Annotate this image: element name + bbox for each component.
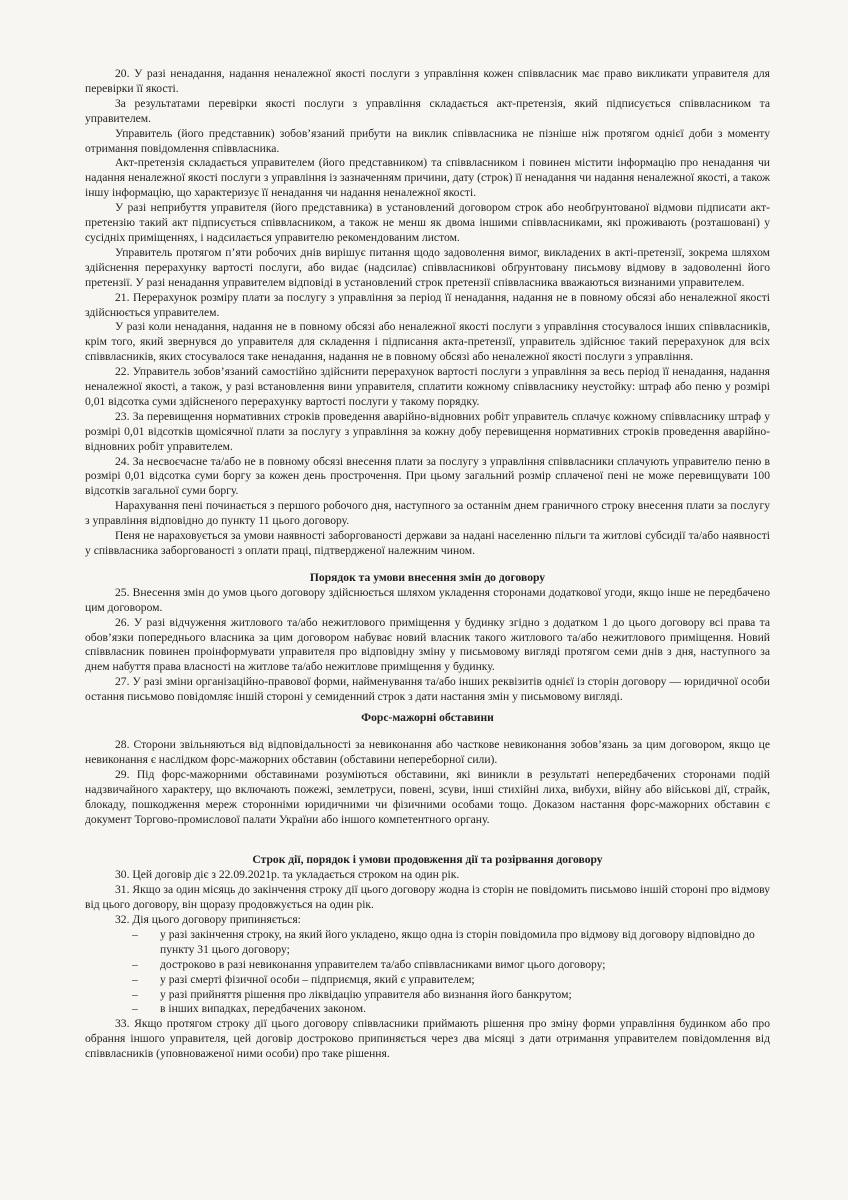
clause-33: 33. Якщо протягом строку дії цього договору співвласники приймають рішення про зміну форми управління будинком або про обрання іншого управителя, цей договір достроково припиняється через два місяці з дати отримання управителем повідомлення від співвласників (уповноваженої ними особи) про таке рішення. [85, 1017, 770, 1061]
clause-20-act-content: Акт-претензія складається управителем (його представником) та співвласником і повинен містити інформацію про ненадання чи надання неналежної якості послуги з управління із зазначенням причини, дату (строк) її ненадання чи надання неналежної якості, а також іншу інформацію, що характеризує її ненадання чи надання неналежної якості. [85, 156, 770, 200]
clause-21-others: У разі коли ненадання, надання не в повному обсязі або неналежної якості послуги з управління стосувалося інших співвласників, крім того, який звернувся до управителя для складення і підписання акта-претензії, управитель здійснює такий перерахунок для всіх співвласників, яких стосувалося таке ненадання, надання не в повному обсязі або неналежної якості послуги з управління. [85, 320, 770, 364]
heading-changes: Порядок та умови внесення змін до договору [309, 570, 546, 584]
clause-20-no-show: У разі неприбуття управителя (його представника) в установлений договором строк або необґрунтованої відмови підписати акт-претензію такий акт підписується співвласником, а також не менш як двома іншими співвласниками, які проживають (розташовані) у сусідніх приміщеннях, і надсилається управителю рекомендованим листом. [85, 201, 770, 244]
clause-24-exemption: Пеня не нараховується за умови наявності заборгованості держави за надані населенню пільги та житлові субсидії та/або наявності у співвласника заборгованості з оплати праці, підтвердженої належним чином. [85, 529, 770, 557]
termination-list [85, 928, 770, 1017]
clause-20: 20. У разі ненадання, надання неналежної якості послуги з управління кожен співвласник має право викликати управителя для перевірки її якості. [85, 67, 770, 95]
clause-20-act: За результатами перевірки якості послуги з управління складається акт-претензія, який підписується співвласником та управителем. [85, 96, 770, 125]
clause-20-response: Управитель протягом п’яти робочих днів вирішує питання щодо задоволення вимог, викладених в акті-претензії, зокрема шляхом здійснення перерахунку вартості послуги, або видає (надсилає) співвласникові обґрунтовану письмову відмову в задоволенні його претензії. У разі ненадання управителем відповіді в установлений строк претензії співвласника вважаються визнаними управителем. [85, 245, 770, 289]
clause-22: 22. Управитель зобов’язаний самостійно здійснити перерахунок вартості послуги з управління за весь період її ненадання, надання неналежної якості, а також, у разі встановлення вини управителя, сплатити кожному співвласнику неустойку: штраф або пеню у розмірі 0,01 відсотка суми здійсненого перерахунку вартості послуги у такому порядку. [85, 365, 770, 408]
termination-item: – у разі закінчення строку, на який його укладено, якщо одна із сторін повідомила про відмову від договору відповідно до пункту 31 цього договору; [160, 928, 770, 958]
heading-term: Строк дії, порядок і умови продовження дії та розірвання договору [252, 853, 603, 867]
clause-27: 27. У разі зміни організаційно-правової форми, найменування та/або інших реквізитів однієї із сторін договору — юридичної особи остання письмово повідомляє іншій стороні у семиденний строк з дати настання змін у письмовому вигляді. [85, 675, 770, 704]
clause-24: 24. За несвоєчасне та/або не в повному обсязі внесення плати за послугу з управління співвласники сплачують управителю пеню в розмірі 0,01 відсотка суми боргу за кожен день прострочення. При цьому загальний розмір сплаченої пені не може перевищувати 100 відсотків загальної суми боргу. [85, 454, 770, 498]
termination-item: – у разі прийняття рішення про ліквідацію управителя або визнання його банкрутом; [160, 988, 770, 1003]
clause-29: 29. Під форс-мажорними обставинами розуміються обставини, які виникли в результаті непередбачених сторонами подій надзвичайного характеру, що включають пожежі, землетруси, повені, зсуви, інші стихійні лиха, вибухи, війну або військові дії, страйк, блокаду, пошкодження мереж сторонніми юридичними чи фізичними особами тощо. Доказом настання форс-мажорних обставин є документ Торгово-промислової палати України або іншого компетентного органу. [85, 767, 770, 826]
termination-item: – в інших випадках, передбачених законом. [160, 1002, 770, 1017]
heading-force-majeure: Форс-мажорні обставини [361, 711, 494, 725]
clause-30: 30. Цей договір діє з 22.09.2021р. та укладається строком на один рік. [115, 868, 460, 882]
clause-31: 31. Якщо за один місяць до закінчення строку дії цього договору жодна із сторін не повідомить письмово іншій стороні про відмову від цього договору, він щоразу продовжується на один рік. [85, 883, 770, 912]
termination-item: – достроково в разі невиконання управителем та/або співвласниками вимог цього договору; [160, 958, 770, 973]
clause-20-arrival: Управитель (його представник) зобов’язаний прибути на виклик співвласника не пізніше ніж протягом однієї доби з моменту отримання повідомлення співвласника. [85, 126, 770, 155]
clause-24-accrual: Нарахування пені починається з першого робочого дня, наступного за останнім днем граничного строку внесення плати за послугу з управління відповідно до пункту 11 цього договору. [85, 499, 770, 528]
clauses-20-24 [85, 67, 770, 559]
clause-26: 26. У разі відчуження житлового та/або нежитлового приміщення у будинку згідно з додатком 1 до цього договору всі права та обов’язки попереднього власника за цим договором набуває новий власник такого житлового та/або нежитлового приміщення. Новий співвласник повинен проінформувати управителя про відповідну зміну у письмовому вигляді протягом семи днів з дня, наступного за днем набуття права власності на житлове та/або нежитлове приміщення у будинку. [85, 615, 770, 674]
clause-25: 25. Внесення змін до умов цього договору здійснюється шляхом укладення сторонами додаткової угоди, якщо інше не передбачено цим договором. [85, 585, 770, 614]
clause-23: 23. За перевищення нормативних строків проведення аварійно-відновних робіт управитель сплачує кожному співвласнику штраф у розмірі 0,01 відсотків щомісячної плати за послугу з управління за кожну добу перевищення нормативних строків проведення аварійно-відновних робіт управителем. [85, 409, 770, 453]
clause-21: 21. Перерахунок розміру плати за послугу з управління за період її ненадання, надання не в повному обсязі або неналежної якості здійснюється управителем. [85, 290, 770, 319]
clause-28: 28. Сторони звільняються від відповідальності за невиконання або часткове невиконання зобов’язань за цим договором, якщо це невиконання є наслідком форс-мажорних обставин (обставини непереборної сили). [85, 737, 770, 766]
termination-item: – у разі смерті фізичної особи – підприємця, який є управителем; [160, 973, 770, 988]
clause-32: 32. Дія цього договору припиняється: [115, 913, 301, 927]
